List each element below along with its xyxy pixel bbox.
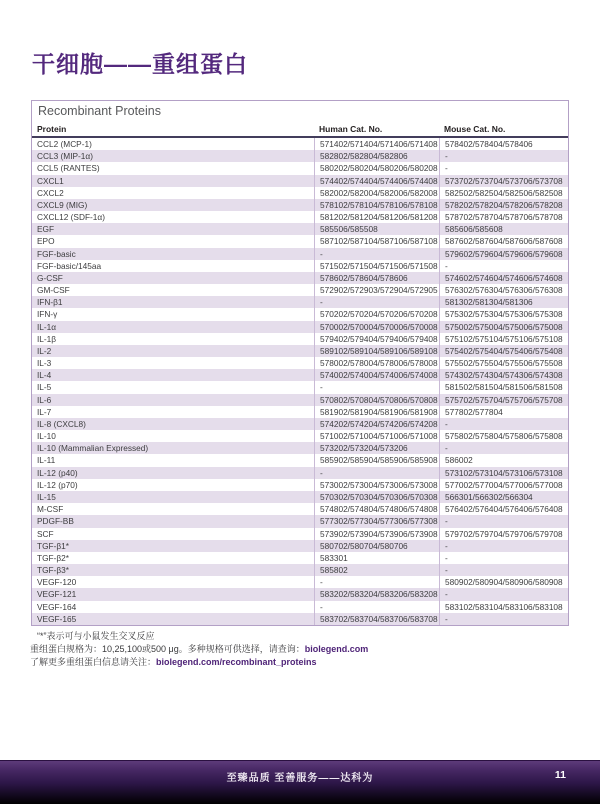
protein-cell: TGF-β1* [37, 540, 69, 551]
human-cat-no-cell: 578002/578004/578006/578008 [314, 357, 439, 369]
human-cat-no-cell: 589102/589104/589106/589108 [314, 345, 439, 357]
protein-cell: IL-10 [37, 431, 56, 442]
protein-cell: IL-11 [37, 455, 56, 466]
mouse-cat-no-cell: 581502/581504/581506/581508 [439, 381, 568, 393]
column-header-mouse-cat-no: Mouse Cat. No. [444, 124, 506, 134]
protein-cell: IFN-β1 [37, 297, 63, 308]
protein-cell: SCF [37, 528, 54, 539]
mouse-cat-no-cell: 575502/575504/575506/575508 [439, 357, 568, 369]
mouse-cat-no-cell: 586002 [439, 454, 568, 466]
human-cat-no-cell: 581902/581904/581906/581908 [314, 406, 439, 418]
human-cat-no-cell: 578602/578604/578606 [314, 272, 439, 284]
protein-cell: TGF-β3* [37, 565, 69, 576]
human-cat-no-cell: - [314, 576, 439, 588]
mouse-cat-no-cell: 575102/575104/575106/575108 [439, 333, 568, 345]
human-cat-no-cell: 587102/587104/587106/587108 [314, 235, 439, 247]
protein-cell: IL-6 [37, 394, 52, 405]
mouse-cat-no-cell: 575402/575404/575406/575408 [439, 345, 568, 357]
table-row [32, 479, 568, 491]
protein-cell: TGF-β2* [37, 552, 69, 563]
mouse-cat-no-cell: - [439, 150, 568, 162]
mouse-cat-no-cell: 575002/575004/575006/575008 [439, 321, 568, 333]
footnote-cross-reactivity: “*”表示可与小鼠发生交叉反应 [37, 631, 155, 641]
table-row [32, 162, 568, 174]
human-cat-no-cell: 582002/582004/582006/582008 [314, 187, 439, 199]
human-cat-no-cell: 570302/570304/570306/570308 [314, 491, 439, 503]
protein-cell: VEGF-165 [37, 613, 77, 624]
protein-cell: IL-4 [37, 370, 52, 381]
protein-cell: IL-1α [37, 321, 57, 332]
human-cat-no-cell: 573902/573904/573906/573908 [314, 528, 439, 540]
mouse-cat-no-cell: 585606/585608 [439, 223, 568, 235]
table-row [32, 503, 568, 515]
footer-slogan: 至臻品质 至善服务——达科为 [226, 773, 374, 784]
table-row [32, 272, 568, 284]
mouse-cat-no-cell: 575802/575804/575806/575808 [439, 430, 568, 442]
table-row [32, 381, 568, 393]
mouse-cat-no-cell: 574602/574604/574606/574608 [439, 272, 568, 284]
human-cat-no-cell: 585902/585904/585906/585908 [314, 454, 439, 466]
table-row [32, 308, 568, 320]
table-row [32, 576, 568, 588]
protein-cell: CCL2 (MCP-1) [37, 139, 92, 149]
mouse-cat-no-cell: 582502/582504/582506/582508 [439, 187, 568, 199]
mouse-cat-no-cell: 578202/578204/578206/578208 [439, 199, 568, 211]
table-row [32, 284, 568, 296]
table-row [32, 491, 568, 503]
human-cat-no-cell: 574402/574404/574406/574408 [314, 175, 439, 187]
table-row [32, 394, 568, 406]
human-cat-no-cell: 574202/574204/574206/574208 [314, 418, 439, 430]
protein-cell: EPO [37, 236, 55, 247]
protein-cell: IL-1β [37, 333, 57, 344]
table-row [32, 296, 568, 308]
protein-cell: PDGF-BB [37, 516, 74, 527]
protein-cell: VEGF-120 [37, 577, 77, 588]
table-row [32, 588, 568, 600]
table-row [32, 601, 568, 613]
footnote-more-info-text: 了解更多重组蛋白信息请关注： [30, 657, 157, 667]
table-row [32, 418, 568, 430]
protein-cell: CXCL2 [37, 187, 64, 198]
mouse-cat-no-cell: - [439, 515, 568, 527]
table-row [32, 321, 568, 333]
mouse-cat-no-cell: 574302/574304/574306/574308 [439, 369, 568, 381]
footnote-sizes [30, 643, 570, 656]
table-row [32, 187, 568, 199]
table-title: Recombinant Proteins [38, 104, 161, 118]
protein-cell: VEGF-164 [37, 601, 77, 612]
table-row [32, 552, 568, 564]
human-cat-no-cell: 574002/574004/574006/574008 [314, 369, 439, 381]
table-row [32, 223, 568, 235]
table-row [32, 406, 568, 418]
human-cat-no-cell: 579402/579404/579406/579408 [314, 333, 439, 345]
table-row [32, 369, 568, 381]
table-row [32, 564, 568, 576]
mouse-cat-no-cell: 575702/575704/575706/575708 [439, 394, 568, 406]
page-title: 干细胞——重组蛋白 [32, 51, 248, 77]
protein-cell: VEGF-121 [37, 589, 77, 600]
protein-cell: IFN-γ [37, 309, 58, 320]
mouse-cat-no-cell: 587602/587604/587606/587608 [439, 235, 568, 247]
human-cat-no-cell: 570802/570804/570806/570808 [314, 394, 439, 406]
human-cat-no-cell: - [314, 248, 439, 260]
human-cat-no-cell: 571502/571504/571506/571508 [314, 260, 439, 272]
table-row [32, 528, 568, 540]
table-row [32, 211, 568, 223]
mouse-cat-no-cell: 573702/573704/573706/573708 [439, 175, 568, 187]
mouse-cat-no-cell: 576302/576304/576306/576308 [439, 284, 568, 296]
table-row [32, 515, 568, 527]
protein-cell: IL-15 [37, 491, 56, 502]
human-cat-no-cell: - [314, 381, 439, 393]
biolegend-link[interactable]: biolegend.com [304, 644, 369, 654]
mouse-cat-no-cell: 575302/575304/575306/575308 [439, 308, 568, 320]
footnote-sizes-text: 重组蛋白规格为：10,25,100或500 μg。多种规格可供选择，请查询： [30, 644, 305, 654]
human-cat-no-cell: 571402/571404/571406/571408 [314, 138, 439, 150]
mouse-cat-no-cell: - [439, 162, 568, 174]
protein-cell: G-CSF [37, 272, 63, 283]
protein-cell: IL-2 [37, 345, 52, 356]
footnote-more-info [30, 656, 570, 669]
human-cat-no-cell: 572902/572903/572904/572905 [314, 284, 439, 296]
protein-cell: CCL3 (MIP-1α) [37, 151, 93, 162]
mouse-cat-no-cell: - [439, 564, 568, 576]
table-row [32, 175, 568, 187]
protein-cell: IL-12 (p70) [37, 479, 78, 490]
protein-cell: IL-12 (p40) [37, 467, 78, 478]
column-header-human-cat-no: Human Cat. No. [319, 124, 383, 134]
human-cat-no-cell: 577302/577304/577306/577308 [314, 515, 439, 527]
protein-cell: FGF-basic/145aa [37, 260, 102, 271]
human-cat-no-cell: 580702/580704/580706 [314, 540, 439, 552]
mouse-cat-no-cell: - [439, 442, 568, 454]
table-row [32, 150, 568, 162]
human-cat-no-cell: 585802 [314, 564, 439, 576]
human-cat-no-cell: 573002/573004/573006/573008 [314, 479, 439, 491]
mouse-cat-no-cell: - [439, 588, 568, 600]
table-row [32, 454, 568, 466]
table-header-row [32, 120, 568, 138]
table-row [32, 260, 568, 272]
table-row [32, 467, 568, 479]
human-cat-no-cell: 570202/570204/570206/570208 [314, 308, 439, 320]
protein-cell: IL-5 [37, 382, 52, 393]
protein-cell: CCL5 (RANTES) [37, 163, 100, 174]
human-cat-no-cell: 581202/581204/581206/581208 [314, 211, 439, 223]
table-row [32, 430, 568, 442]
table-body [32, 138, 568, 625]
human-cat-no-cell: 583202/583204/583206/583208 [314, 588, 439, 600]
table-row [32, 357, 568, 369]
mouse-cat-no-cell: - [439, 418, 568, 430]
human-cat-no-cell: - [314, 296, 439, 308]
table-row [32, 442, 568, 454]
mouse-cat-no-cell: - [439, 613, 568, 625]
mouse-cat-no-cell: 579602/579604/579606/579608 [439, 248, 568, 260]
mouse-cat-no-cell: - [439, 260, 568, 272]
human-cat-no-cell: - [314, 601, 439, 613]
human-cat-no-cell: 583702/583704/583706/583708 [314, 613, 439, 625]
human-cat-no-cell: 574802/574804/574806/574808 [314, 503, 439, 515]
protein-cell: IL-7 [37, 406, 52, 417]
human-cat-no-cell: 582802/582804/582806 [314, 150, 439, 162]
mouse-cat-no-cell: - [439, 552, 568, 564]
protein-cell: CXCL12 (SDF-1α) [37, 212, 105, 223]
human-cat-no-cell: 578102/578104/578106/578108 [314, 199, 439, 211]
mouse-cat-no-cell: 579702/579704/579706/579708 [439, 528, 568, 540]
protein-cell: EGF [37, 224, 55, 235]
page-number: 11 [554, 769, 566, 781]
mouse-cat-no-cell: 573102/573104/573106/573108 [439, 467, 568, 479]
table-row [32, 540, 568, 552]
table-row [32, 613, 568, 625]
human-cat-no-cell: 570002/570004/570006/570008 [314, 321, 439, 333]
protein-cell: CXCL1 [37, 175, 64, 186]
mouse-cat-no-cell: - [439, 540, 568, 552]
column-header-protein: Protein [37, 124, 67, 134]
human-cat-no-cell: 583301 [314, 552, 439, 564]
table-row [32, 333, 568, 345]
table-row [32, 138, 568, 150]
protein-cell: GM-CSF [37, 285, 70, 296]
protein-cell: CXCL9 (MIG) [37, 199, 88, 210]
mouse-cat-no-cell: 580902/580904/580906/580908 [439, 576, 568, 588]
footer-bar [0, 760, 600, 804]
human-cat-no-cell: 580202/580204/580206/580208 [314, 162, 439, 174]
table-row [32, 248, 568, 260]
mouse-cat-no-cell: 577002/577004/577006/577008 [439, 479, 568, 491]
mouse-cat-no-cell: 578702/578704/578706/578708 [439, 211, 568, 223]
mouse-cat-no-cell: 583102/583104/583106/583108 [439, 601, 568, 613]
mouse-cat-no-cell: 577802/577804 [439, 406, 568, 418]
table-row [32, 235, 568, 247]
footnotes [30, 630, 570, 669]
table-row [32, 199, 568, 211]
human-cat-no-cell: 571002/571004/571006/571008 [314, 430, 439, 442]
human-cat-no-cell: 573202/573204/573206 [314, 442, 439, 454]
protein-cell: IL-8 (CXCL8) [37, 418, 86, 429]
table-row [32, 345, 568, 357]
mouse-cat-no-cell: 581302/581304/581306 [439, 296, 568, 308]
protein-cell: M-CSF [37, 504, 64, 515]
protein-cell: IL-10 (Mammalian Expressed) [37, 443, 149, 454]
mouse-cat-no-cell: 578402/578404/578406 [439, 138, 568, 150]
recombinant-proteins-table [31, 100, 569, 626]
mouse-cat-no-cell: 576402/576404/576406/576408 [439, 503, 568, 515]
protein-cell: FGF-basic [37, 248, 76, 259]
mouse-cat-no-cell: 566301/566302/566304 [439, 491, 568, 503]
human-cat-no-cell: 585506/585508 [314, 223, 439, 235]
protein-cell: IL-3 [37, 358, 52, 369]
recombinant-proteins-link[interactable]: biolegend.com/recombinant_proteins [156, 657, 317, 667]
human-cat-no-cell: - [314, 467, 439, 479]
